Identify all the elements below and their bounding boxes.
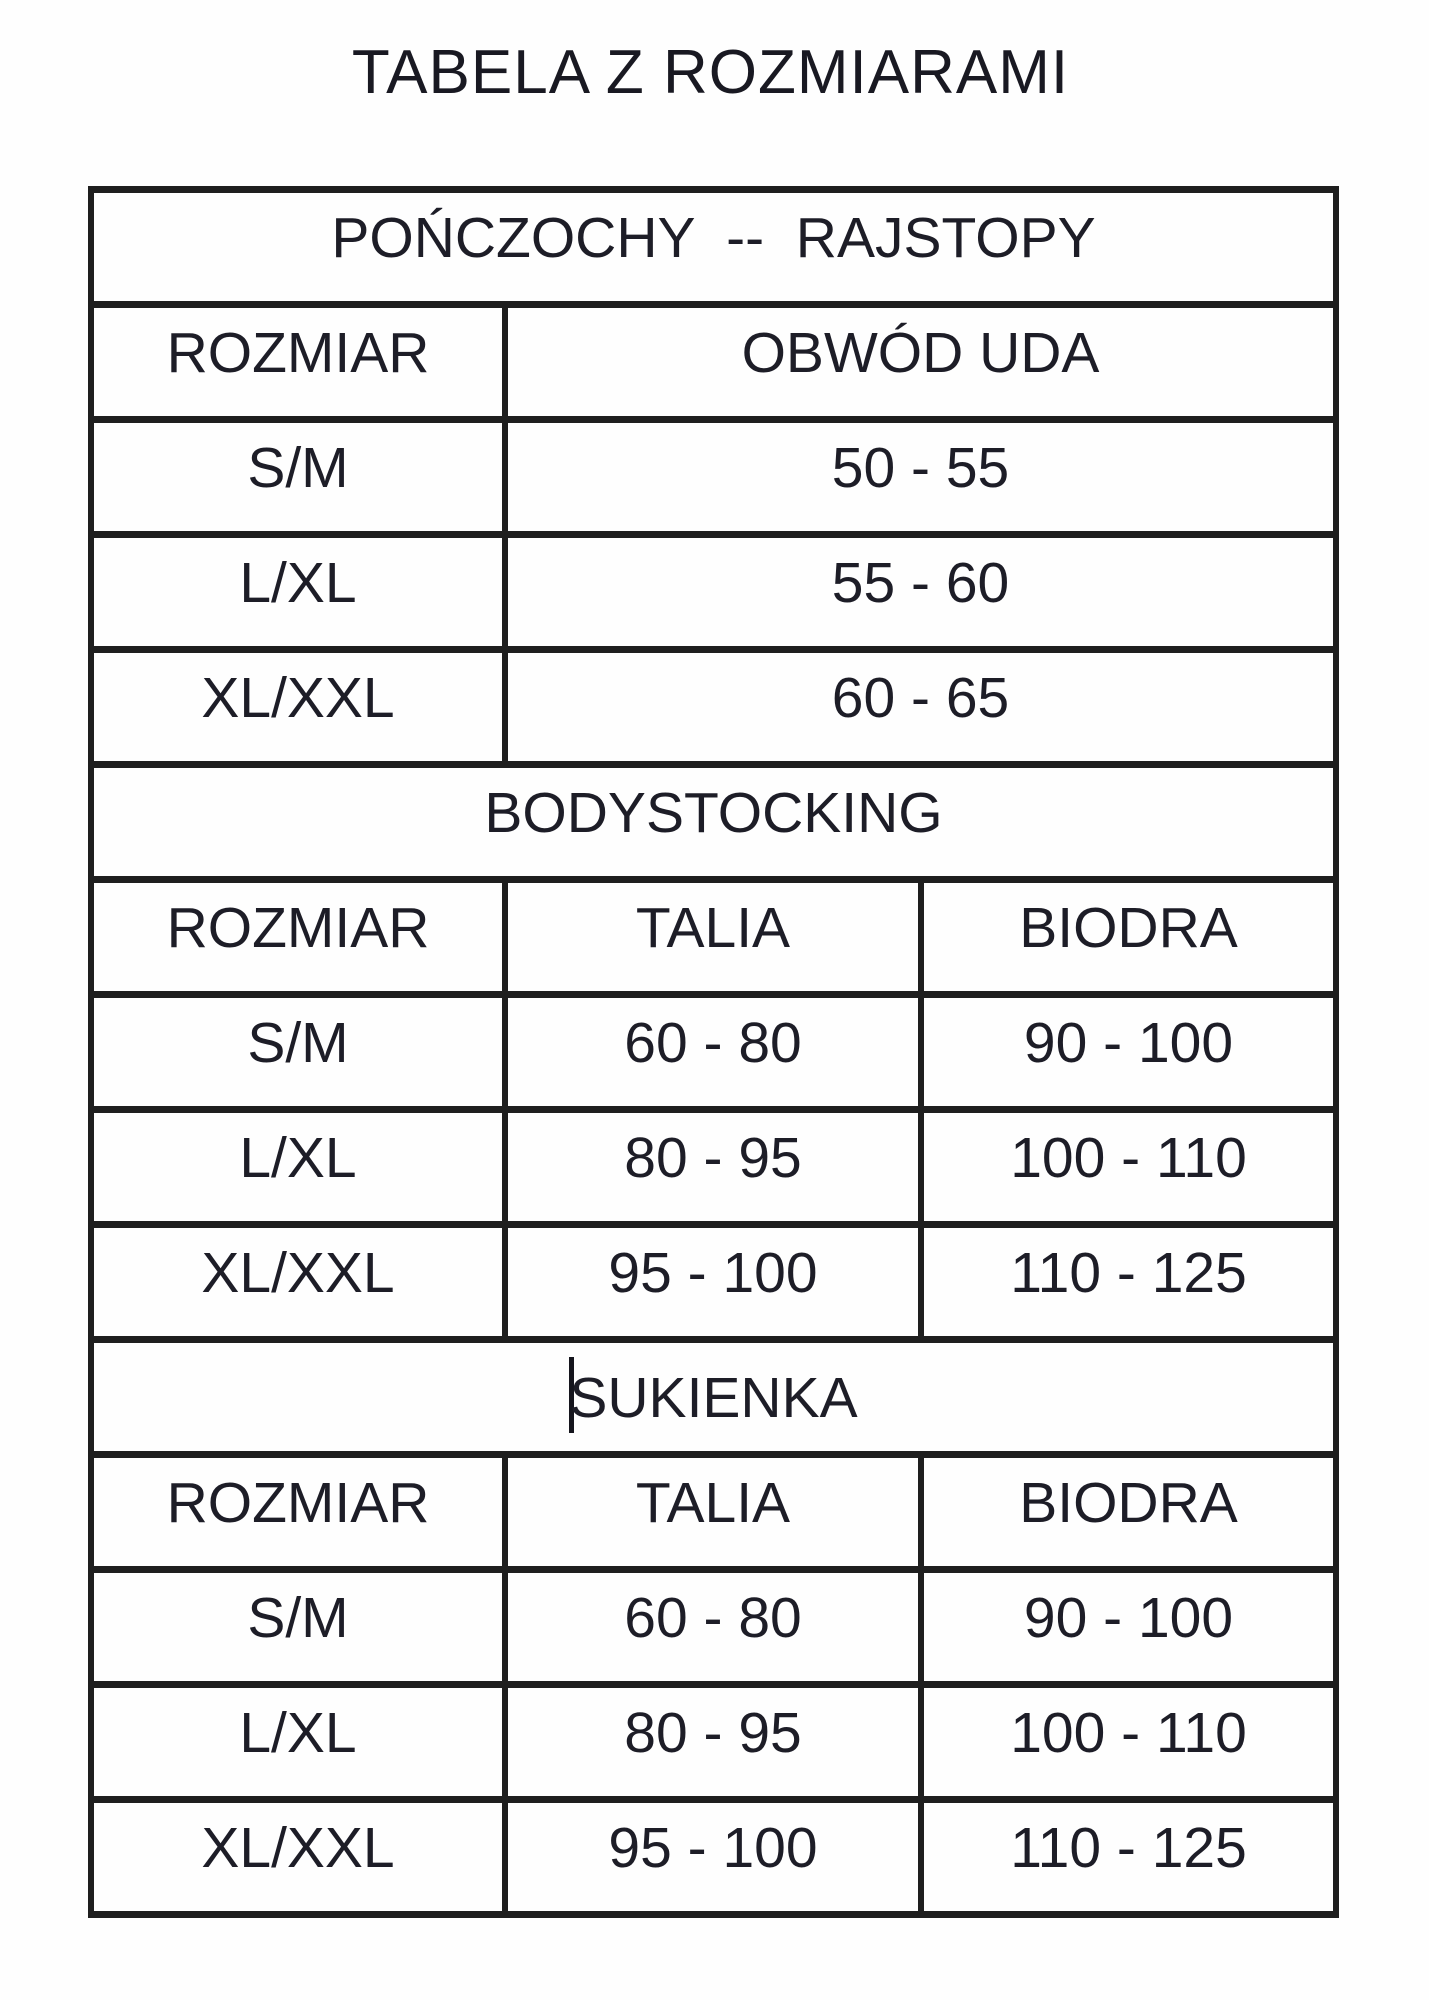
table-row bbox=[91, 995, 1336, 1110]
column-header-row bbox=[91, 880, 1336, 995]
section-header-row bbox=[91, 1340, 1336, 1455]
column-header-cell: ROZMIAR bbox=[91, 880, 505, 995]
size-cell: XL/XXL bbox=[91, 1225, 505, 1340]
column-header-cell: ROZMIAR bbox=[91, 1455, 505, 1570]
size-cell: XL/XXL bbox=[91, 1800, 505, 1915]
size-cell: S/M bbox=[91, 420, 505, 535]
section-header-row bbox=[91, 765, 1336, 880]
column-header-cell: OBWÓD UDA bbox=[505, 305, 1336, 420]
section-header-label: SUKIENKA bbox=[569, 1366, 858, 1430]
value-cell: 95 - 100 bbox=[505, 1225, 921, 1340]
column-header-cell: BIODRA bbox=[921, 1455, 1336, 1570]
section-header-cell-ponczochy bbox=[91, 190, 1336, 305]
table-row bbox=[91, 1685, 1336, 1800]
value-cell: 80 - 95 bbox=[505, 1110, 921, 1225]
value-cell: 110 - 125 bbox=[921, 1800, 1336, 1915]
value-cell: 60 - 80 bbox=[505, 1570, 921, 1685]
size-cell: XL/XXL bbox=[91, 650, 505, 765]
value-cell: 100 - 110 bbox=[921, 1685, 1336, 1800]
value-cell: 110 - 125 bbox=[921, 1225, 1336, 1340]
column-header-cell: ROZMIAR bbox=[91, 305, 505, 420]
table-row bbox=[91, 535, 1336, 650]
size-cell: L/XL bbox=[91, 535, 505, 650]
size-cell: L/XL bbox=[91, 1110, 505, 1225]
section-header-label: POŃCZOCHY -- RAJSTOPY bbox=[331, 206, 1096, 270]
column-header-cell: BIODRA bbox=[921, 880, 1336, 995]
size-cell: S/M bbox=[91, 1570, 505, 1685]
size-table bbox=[88, 186, 1339, 1918]
value-cell: 100 - 110 bbox=[921, 1110, 1336, 1225]
value-cell: 60 - 65 bbox=[505, 650, 1336, 765]
table-row bbox=[91, 1570, 1336, 1685]
page-title: TABELA Z ROZMIARAMI bbox=[351, 38, 1070, 107]
section-header-cell-sukienka bbox=[91, 1340, 1336, 1455]
column-header-row bbox=[91, 1455, 1336, 1570]
value-cell: 90 - 100 bbox=[921, 1570, 1336, 1685]
table-row bbox=[91, 420, 1336, 535]
value-cell: 95 - 100 bbox=[505, 1800, 921, 1915]
value-cell: 80 - 95 bbox=[505, 1685, 921, 1800]
table-row bbox=[91, 1800, 1336, 1915]
value-cell: 60 - 80 bbox=[505, 995, 921, 1110]
size-cell: S/M bbox=[91, 995, 505, 1110]
column-header-cell: TALIA bbox=[505, 1455, 921, 1570]
column-header-row bbox=[91, 305, 1336, 420]
section-header-label: BODYSTOCKING bbox=[484, 781, 943, 845]
section-header-cell-bodystocking bbox=[91, 765, 1336, 880]
value-cell: 50 - 55 bbox=[505, 420, 1336, 535]
table-row bbox=[91, 1225, 1336, 1340]
table-row bbox=[91, 1110, 1336, 1225]
size-cell: L/XL bbox=[91, 1685, 505, 1800]
value-cell: 55 - 60 bbox=[505, 535, 1336, 650]
value-cell: 90 - 100 bbox=[921, 995, 1336, 1110]
column-header-cell: TALIA bbox=[505, 880, 921, 995]
table-row bbox=[91, 650, 1336, 765]
section-header-row bbox=[91, 190, 1336, 305]
